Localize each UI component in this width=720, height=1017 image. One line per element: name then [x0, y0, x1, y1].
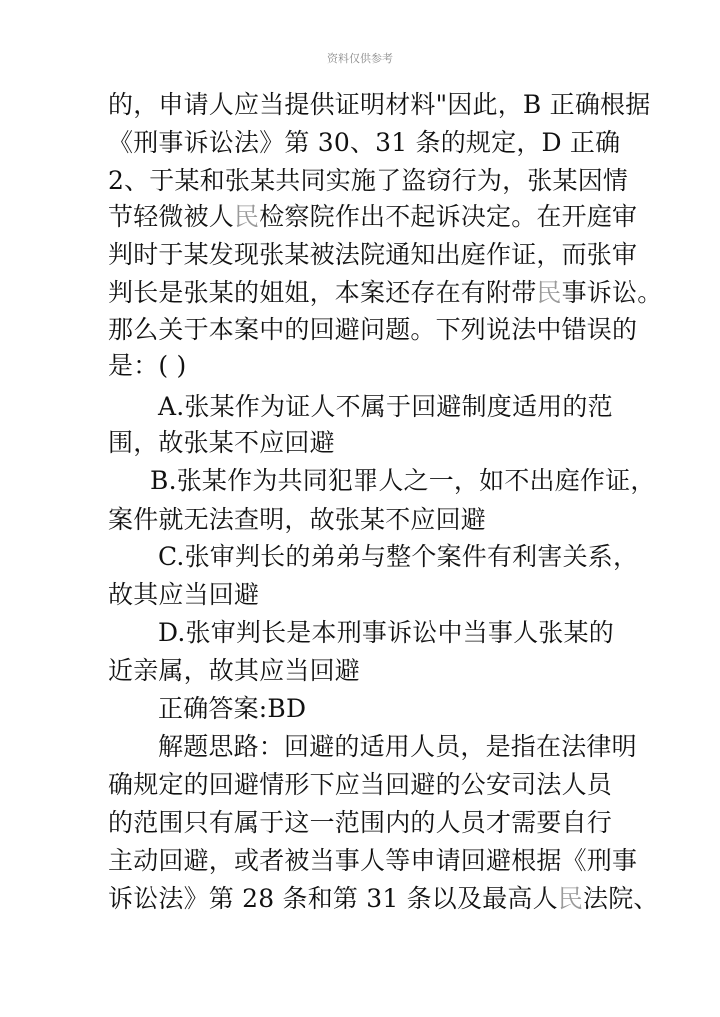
- option-c: C.张审判长的弟弟与整个案件有利害关系，: [158, 542, 639, 571]
- faded-char: 民: [536, 278, 562, 307]
- faded-char: 民: [234, 202, 260, 231]
- text-line: 故其应当回避: [108, 580, 260, 609]
- text-line: 主动回避，或者被当事人等申请回避根据《刑事: [108, 846, 638, 875]
- text-line: [108, 278, 662, 308]
- option-a: A.张某作为证人不属于回避制度适用的范: [158, 392, 613, 421]
- faded-char: 民: [557, 884, 584, 913]
- text-run: 检察院作出不起诉决定。在开庭审: [259, 202, 638, 231]
- option-b: B.张某作为共同犯罪人之一，如不出庭作证，: [150, 466, 656, 495]
- text-line: [108, 202, 637, 232]
- text-line: 判时于某发现张某被法院通知出庭作证，而张审: [108, 240, 638, 269]
- text-line: 确规定的回避情形下应当回避的公安司法人员: [108, 770, 613, 799]
- text-line: [108, 884, 659, 914]
- text-line: 2、于某和张某共同实施了盗窃行为，张某因情: [108, 166, 629, 195]
- text-run: 事诉讼。: [561, 278, 663, 307]
- text-line: 的范围只有属于这一范围内的人员才需要自行: [108, 808, 613, 837]
- text-run: 判长是张某的姐姐，本案还存在有附带: [108, 278, 537, 307]
- text-run: 诉讼法》第 28 条和第 31 条以及最高人: [108, 884, 558, 913]
- text-run: 节轻微被人: [108, 202, 235, 231]
- text-line: 那么关于本案中的回避问题。下列说法中错误的: [108, 315, 638, 344]
- page-header-watermark: 资料仅供参考: [327, 52, 393, 65]
- text-line: 的，申请人应当提供证明材料"因此，B 正确根据: [108, 90, 651, 119]
- text-line: 是：( ): [108, 351, 187, 380]
- text-line: 《刑事诉讼法》第 30、31 条的规定，D 正确: [108, 128, 621, 157]
- text-run: 法院、: [583, 884, 659, 913]
- text-line: 围，故张某不应回避: [108, 428, 335, 457]
- correct-answer: 正确答案:BD: [158, 694, 307, 723]
- explanation-heading: 解题思路：回避的适用人员，是指在法律明: [158, 732, 637, 761]
- text-line: 近亲属，故其应当回避: [108, 656, 361, 685]
- option-d: D.张审判长是本刑事诉讼中当事人张某的: [158, 618, 614, 647]
- text-line: 案件就无法查明，故张某不应回避: [108, 505, 487, 534]
